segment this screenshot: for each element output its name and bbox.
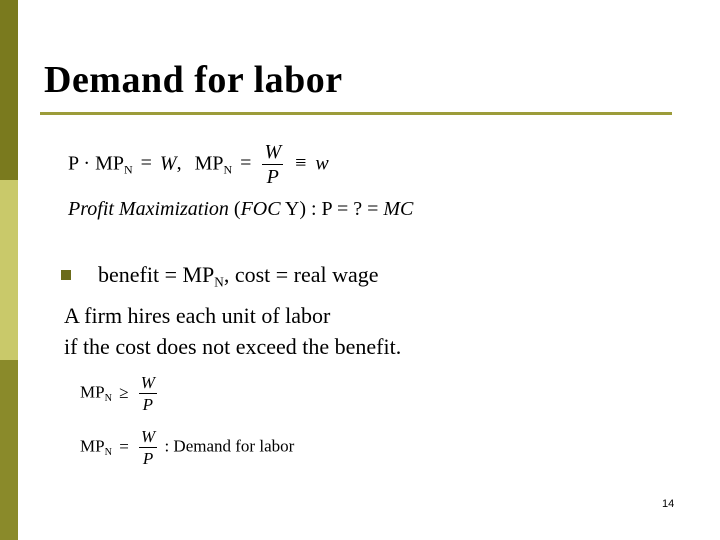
eq2-open: ( xyxy=(233,198,241,220)
eq3-ge: ≥ xyxy=(119,382,129,402)
eq1-frac-bar xyxy=(262,164,283,165)
eq4-frac-den: P xyxy=(142,449,154,469)
bullet-text-prefix: benefit = MP xyxy=(98,262,215,287)
eq2-equals: = xyxy=(336,198,349,220)
eq2-y: Y xyxy=(284,198,300,220)
eq2-colon: : xyxy=(310,198,317,220)
slide-title: Demand for labor xyxy=(44,59,343,101)
eq4-equals: = xyxy=(119,436,129,456)
bullet-text-suffix: , cost = real wage xyxy=(223,262,379,287)
equation-marginal-product xyxy=(68,142,329,187)
square-bullet-icon xyxy=(60,269,72,281)
eq4-fraction xyxy=(139,428,157,467)
eq1-equiv: ≡ xyxy=(295,152,307,175)
title-rule xyxy=(40,112,672,115)
eq1-mp2: MP xyxy=(194,152,224,175)
eq1-w: W xyxy=(159,152,177,175)
equation-labor-demand xyxy=(80,428,294,467)
eq3-mp: MP xyxy=(80,382,105,402)
eq1-sub: N xyxy=(123,162,133,177)
eq1-real-wage: w xyxy=(315,152,329,175)
eq1-equals: = xyxy=(140,152,152,175)
eq2-question: ? xyxy=(353,198,363,220)
eq3-frac-bar xyxy=(139,393,157,394)
eq3-sub: N xyxy=(104,393,112,405)
eq1-mp: MP xyxy=(95,152,124,175)
eq4-sub: N xyxy=(104,447,112,459)
bullet-text-sub: N xyxy=(214,274,224,290)
equation-hiring-condition xyxy=(80,374,160,413)
eq1-equals2: = xyxy=(240,152,252,175)
eq4-mp: MP xyxy=(80,436,105,456)
eq1-sub2: N xyxy=(223,162,233,177)
eq2-p: P xyxy=(321,198,332,220)
paragraph-line-1: A firm hires each unit of labor xyxy=(64,303,331,328)
eq3-frac-den: P xyxy=(142,395,154,415)
eq1-frac-den: P xyxy=(266,166,279,189)
page-number: 14 xyxy=(662,498,675,510)
eq2-lead: Profit Maximization xyxy=(68,198,229,220)
sidebar-decoration xyxy=(0,0,18,540)
bullet-text xyxy=(98,262,379,288)
eq3-frac-num: W xyxy=(140,373,155,392)
eq1-p: P xyxy=(68,152,79,175)
paragraph-line-2: if the cost does not exceed the benefit. xyxy=(64,334,402,359)
eq2-foc: FOC xyxy=(240,198,281,220)
eq2-equals2: = xyxy=(367,198,379,220)
equation-profit-maximization xyxy=(68,198,413,221)
eq4-frac-num: W xyxy=(141,427,156,446)
eq4-label: : Demand for labor xyxy=(164,436,295,456)
body-paragraph xyxy=(64,300,401,362)
eq2-close: ) xyxy=(299,198,306,220)
eq1-comma: , xyxy=(176,152,182,175)
eq1-frac-num: W xyxy=(264,141,282,163)
eq2-mc: MC xyxy=(383,198,414,220)
eq1-fraction xyxy=(262,142,283,187)
sidebar-segment-top xyxy=(0,0,18,180)
sidebar-segment-mid xyxy=(0,180,18,360)
sidebar-segment-low xyxy=(0,360,18,540)
eq4-frac-bar xyxy=(139,447,157,448)
eq3-fraction xyxy=(139,374,157,413)
eq1-dot: · xyxy=(83,152,91,175)
